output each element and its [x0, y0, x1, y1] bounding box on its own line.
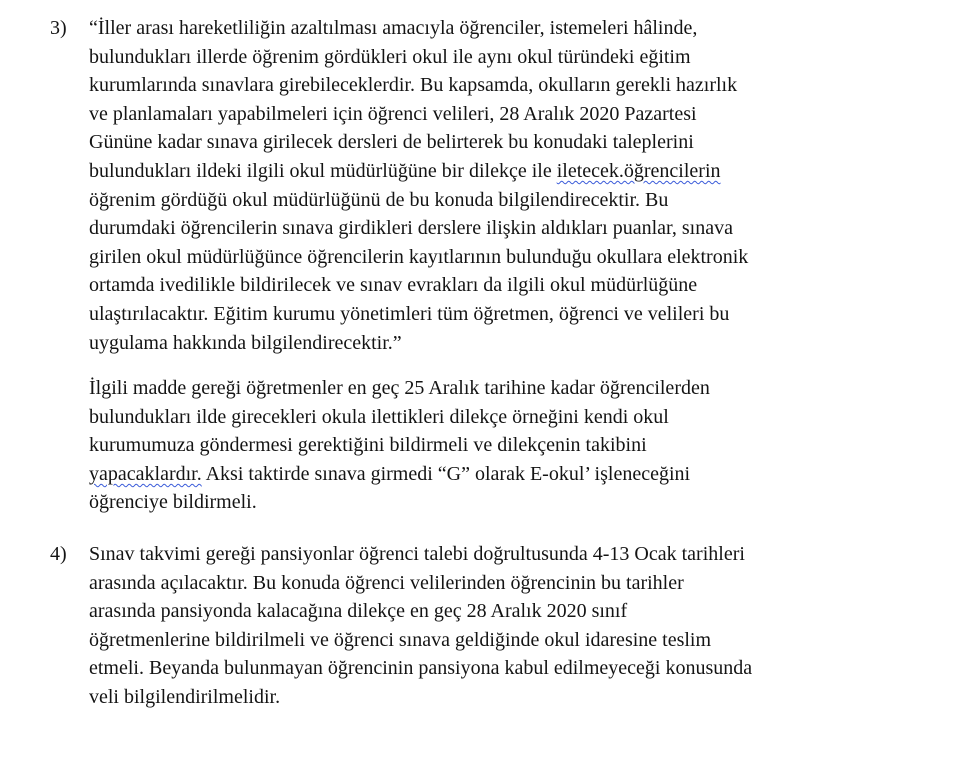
text-line: kurumlarında sınavlara girebileceklerdir. Bu kapsamda, okulların gerekli hazırlık: [89, 74, 738, 97]
dormitory-paragraph: [89, 540, 969, 712]
quoted-paragraph: [89, 14, 969, 357]
text-line: öğretmenlerine bildirilmeli ve öğrenci sınava geldiğinde okul idaresine teslim: [89, 628, 712, 651]
text-line: bulundukları ilde girecekleri okula ilettikleri dilekçe örneğini kendi okul: [89, 405, 669, 428]
item-number: 3): [50, 17, 67, 39]
text-line: bulundukları illerde öğrenim gördükleri okul ile aynı okul türündeki eğitim: [89, 45, 691, 68]
text-segment: bulundukları ildeki ilgili okul müdürlüğüne bir dilekçe ile: [89, 159, 557, 182]
text-line: arasında pansiyonda kalacağına dilekçe en geç 28 Aralık 2020 sınıf: [89, 600, 628, 623]
text-line: [89, 460, 969, 489]
text-line: ve planlamaları yapabilmeleri için öğrenci velileri, 28 Aralık 2020 Pazartesi: [89, 102, 697, 125]
text-line: Gününe kadar sınava girilecek dersleri de belirterek bu konudaki taleplerini: [89, 131, 694, 154]
spellcheck-flagged-word[interactable]: yapacaklardır.: [89, 462, 202, 485]
text-line: kurumumuza göndermesi gerektiğini bildirmeli ve dilekçenin takibini: [89, 434, 647, 457]
text-line: arasında açılacaktır. Bu konuda öğrenci velilerinden öğrencinin bu tarihler: [89, 571, 684, 594]
text-line: “İller arası hareketliliğin azaltılması amacıyla öğrenciler, istemeleri hâlinde,: [89, 17, 698, 39]
text-line: öğrenciye bildirmeli.: [89, 491, 257, 514]
item-number: 4): [50, 543, 67, 565]
text-line: durumdaki öğrencilerin sınava girdikleri derslere ilişkin aldıkları puanlar, sınava: [89, 217, 733, 240]
text-line: İlgili madde gereği öğretmenler en geç 25 Aralık tarihine kadar öğrencilerden: [89, 377, 710, 399]
text-line: ortamda ivedilikle bildirilecek ve sınav evrakları da ilgili okul müdürlüğüne: [89, 274, 698, 297]
text-line: uygulama hakkında bilgilendirecektir.”: [89, 331, 402, 354]
text-line: [89, 157, 969, 186]
text-line: Sınav takvimi gereği pansiyonlar öğrenci talebi doğrultusunda 4-13 Ocak tarihleri: [89, 543, 745, 565]
spellcheck-flagged-word[interactable]: iletecek.öğrencilerin: [556, 159, 721, 182]
text-line: etmeli. Beyanda bulunmayan öğrencinin pansiyona kabul edilmeyeceği konusunda: [89, 657, 753, 680]
instruction-paragraph: [89, 374, 969, 517]
text-line: girilen okul müdürlüğünce öğrencilerin kayıtlarının bulunduğu okullara elektronik: [89, 245, 749, 268]
text-line: veli bilgilendirilmelidir.: [89, 685, 281, 708]
text-line: ulaştırılacaktır. Eğitim kurumu yönetimleri tüm öğretmen, öğrenci ve velileri bu: [89, 302, 730, 325]
text-line: öğrenim gördüğü okul müdürlüğünü de bu konuda bilgilendirecektir. Bu: [89, 188, 669, 211]
text-segment: Aksi taktirde sınava girmedi “G” olarak E-okul’ işleneceğini: [201, 462, 691, 485]
